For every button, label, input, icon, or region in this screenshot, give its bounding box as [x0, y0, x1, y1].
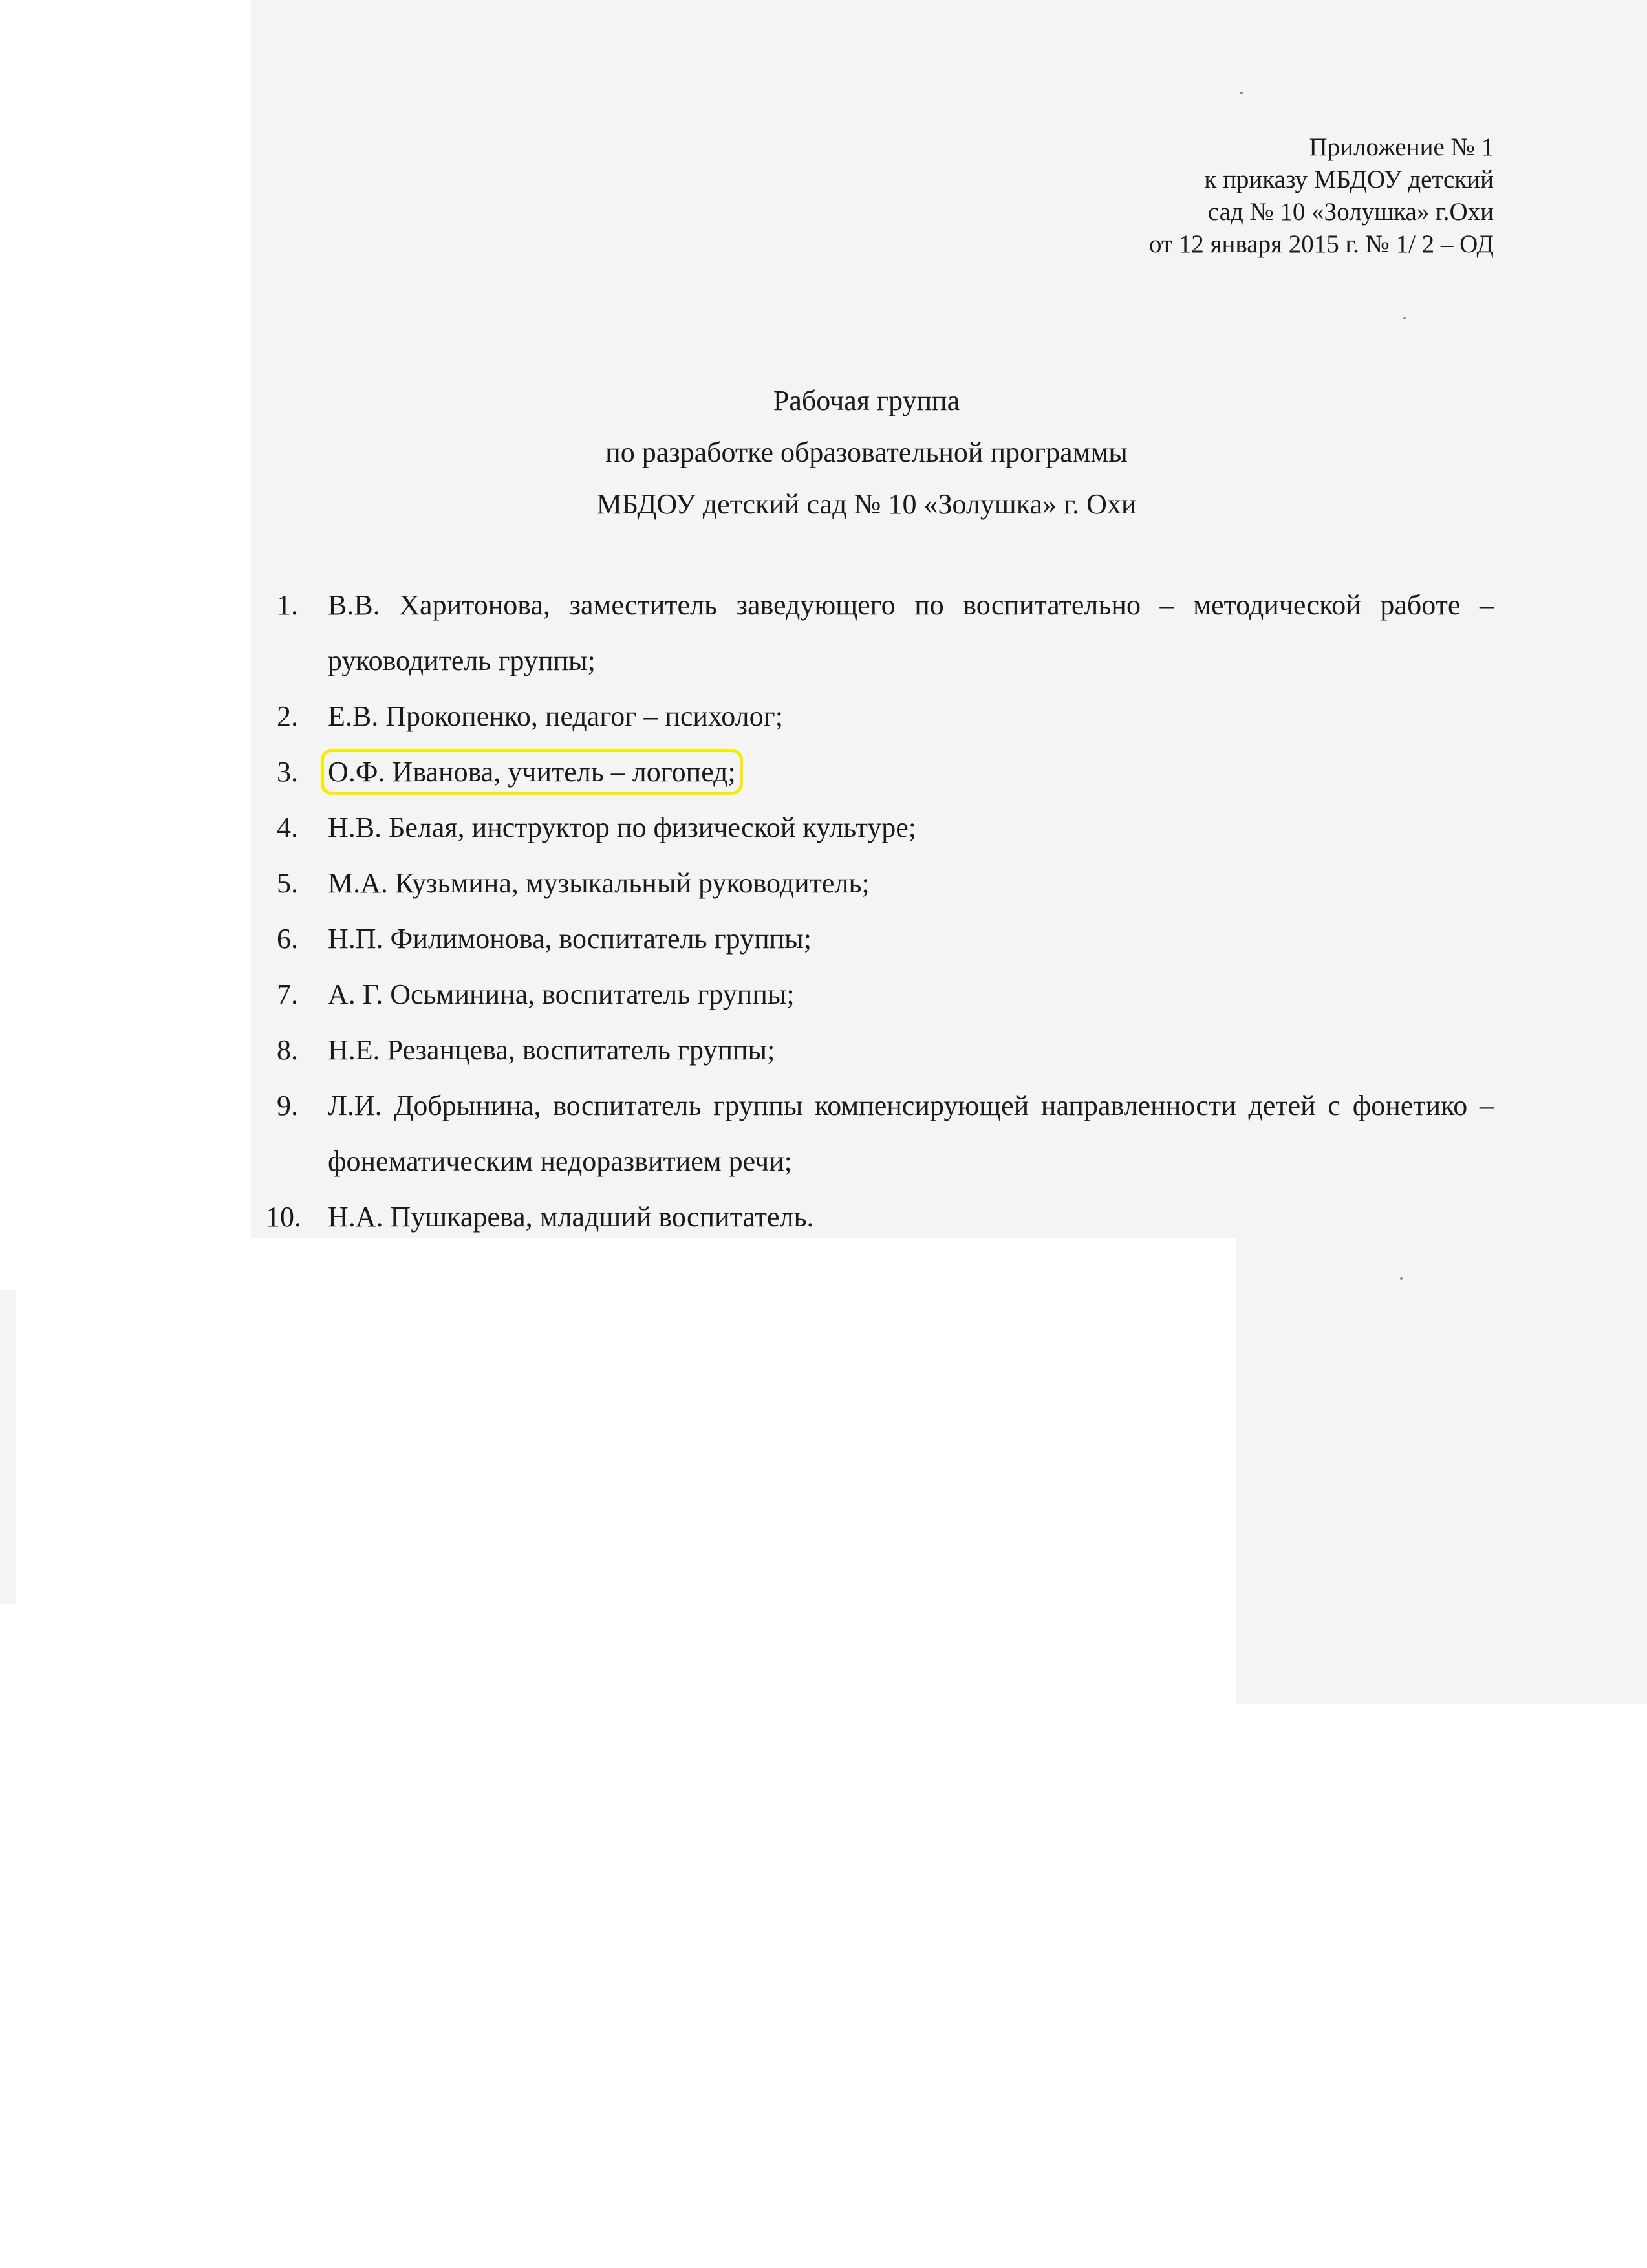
item-number: 1. [277, 589, 298, 621]
members-list [266, 578, 1494, 1245]
item-number: 6. [277, 923, 298, 955]
list-item [277, 1022, 1494, 1078]
annex-line: сад № 10 «Золушка» г.Охи [1207, 198, 1494, 226]
scan-speck [1400, 1277, 1403, 1280]
title-line: по разработке образовательной программы [605, 437, 1128, 468]
item-text: Н.В. Белая, инструктор по физической культуре; [328, 812, 916, 843]
item-text: Н.П. Филимонова, воспитатель группы; [328, 923, 812, 955]
annex-line: Приложение № 1 [1309, 133, 1494, 161]
scan-speck [1403, 317, 1406, 319]
list-item [277, 689, 1494, 744]
title-line: Рабочая группа [773, 385, 960, 416]
scan-edge-strip [0, 1290, 16, 1604]
list-item [277, 911, 1494, 967]
list-item [277, 967, 1494, 1022]
document-title [414, 375, 1319, 530]
item-number: 5. [277, 867, 298, 899]
item-number: 9. [277, 1090, 298, 1121]
scanned-paper-area-lower [1236, 1238, 1647, 1704]
list-item [277, 856, 1494, 911]
item-number: 10. [266, 1201, 301, 1233]
scan-speck [1240, 92, 1243, 94]
item-number: 7. [277, 978, 298, 1010]
title-line: МБДОУ детский сад № 10 «Золушка» г. Охи [596, 488, 1137, 520]
item-number: 8. [277, 1034, 298, 1066]
item-number: 3. [277, 756, 298, 788]
item-number: 4. [277, 812, 298, 843]
annex-line: от 12 января 2015 г. № 1/ 2 – ОД [1149, 230, 1494, 258]
list-item [277, 744, 1494, 800]
list-item [277, 800, 1494, 856]
annex-header [976, 131, 1494, 261]
item-text: М.А. Кузьмина, музыкальный руководитель; [328, 867, 870, 899]
annex-line: к приказу МБДОУ детский [1204, 166, 1494, 193]
highlighted-item-text: О.Ф. Иванова, учитель – логопед; [328, 756, 736, 788]
item-text: В.В. Харитонова, заместитель заведующего по воспитательно – методической работе – руководитель группы; [328, 589, 1494, 676]
item-text: Е.В. Прокопенко, педагог – психолог; [328, 700, 783, 732]
list-item [277, 1078, 1494, 1189]
item-number: 2. [277, 700, 298, 732]
item-text: Л.И. Добрынина, воспитатель группы компенсирующей направленности детей с фонетико – фонематическим недоразвитием речи; [328, 1090, 1494, 1177]
list-item [277, 578, 1494, 689]
list-item [266, 1189, 1494, 1245]
item-text: Н.А. Пушкарева, младший воспитатель. [328, 1201, 814, 1233]
item-text: Н.Е. Резанцева, воспитатель группы; [328, 1034, 775, 1066]
item-text: А. Г. Осьминина, воспитатель группы; [328, 978, 795, 1010]
